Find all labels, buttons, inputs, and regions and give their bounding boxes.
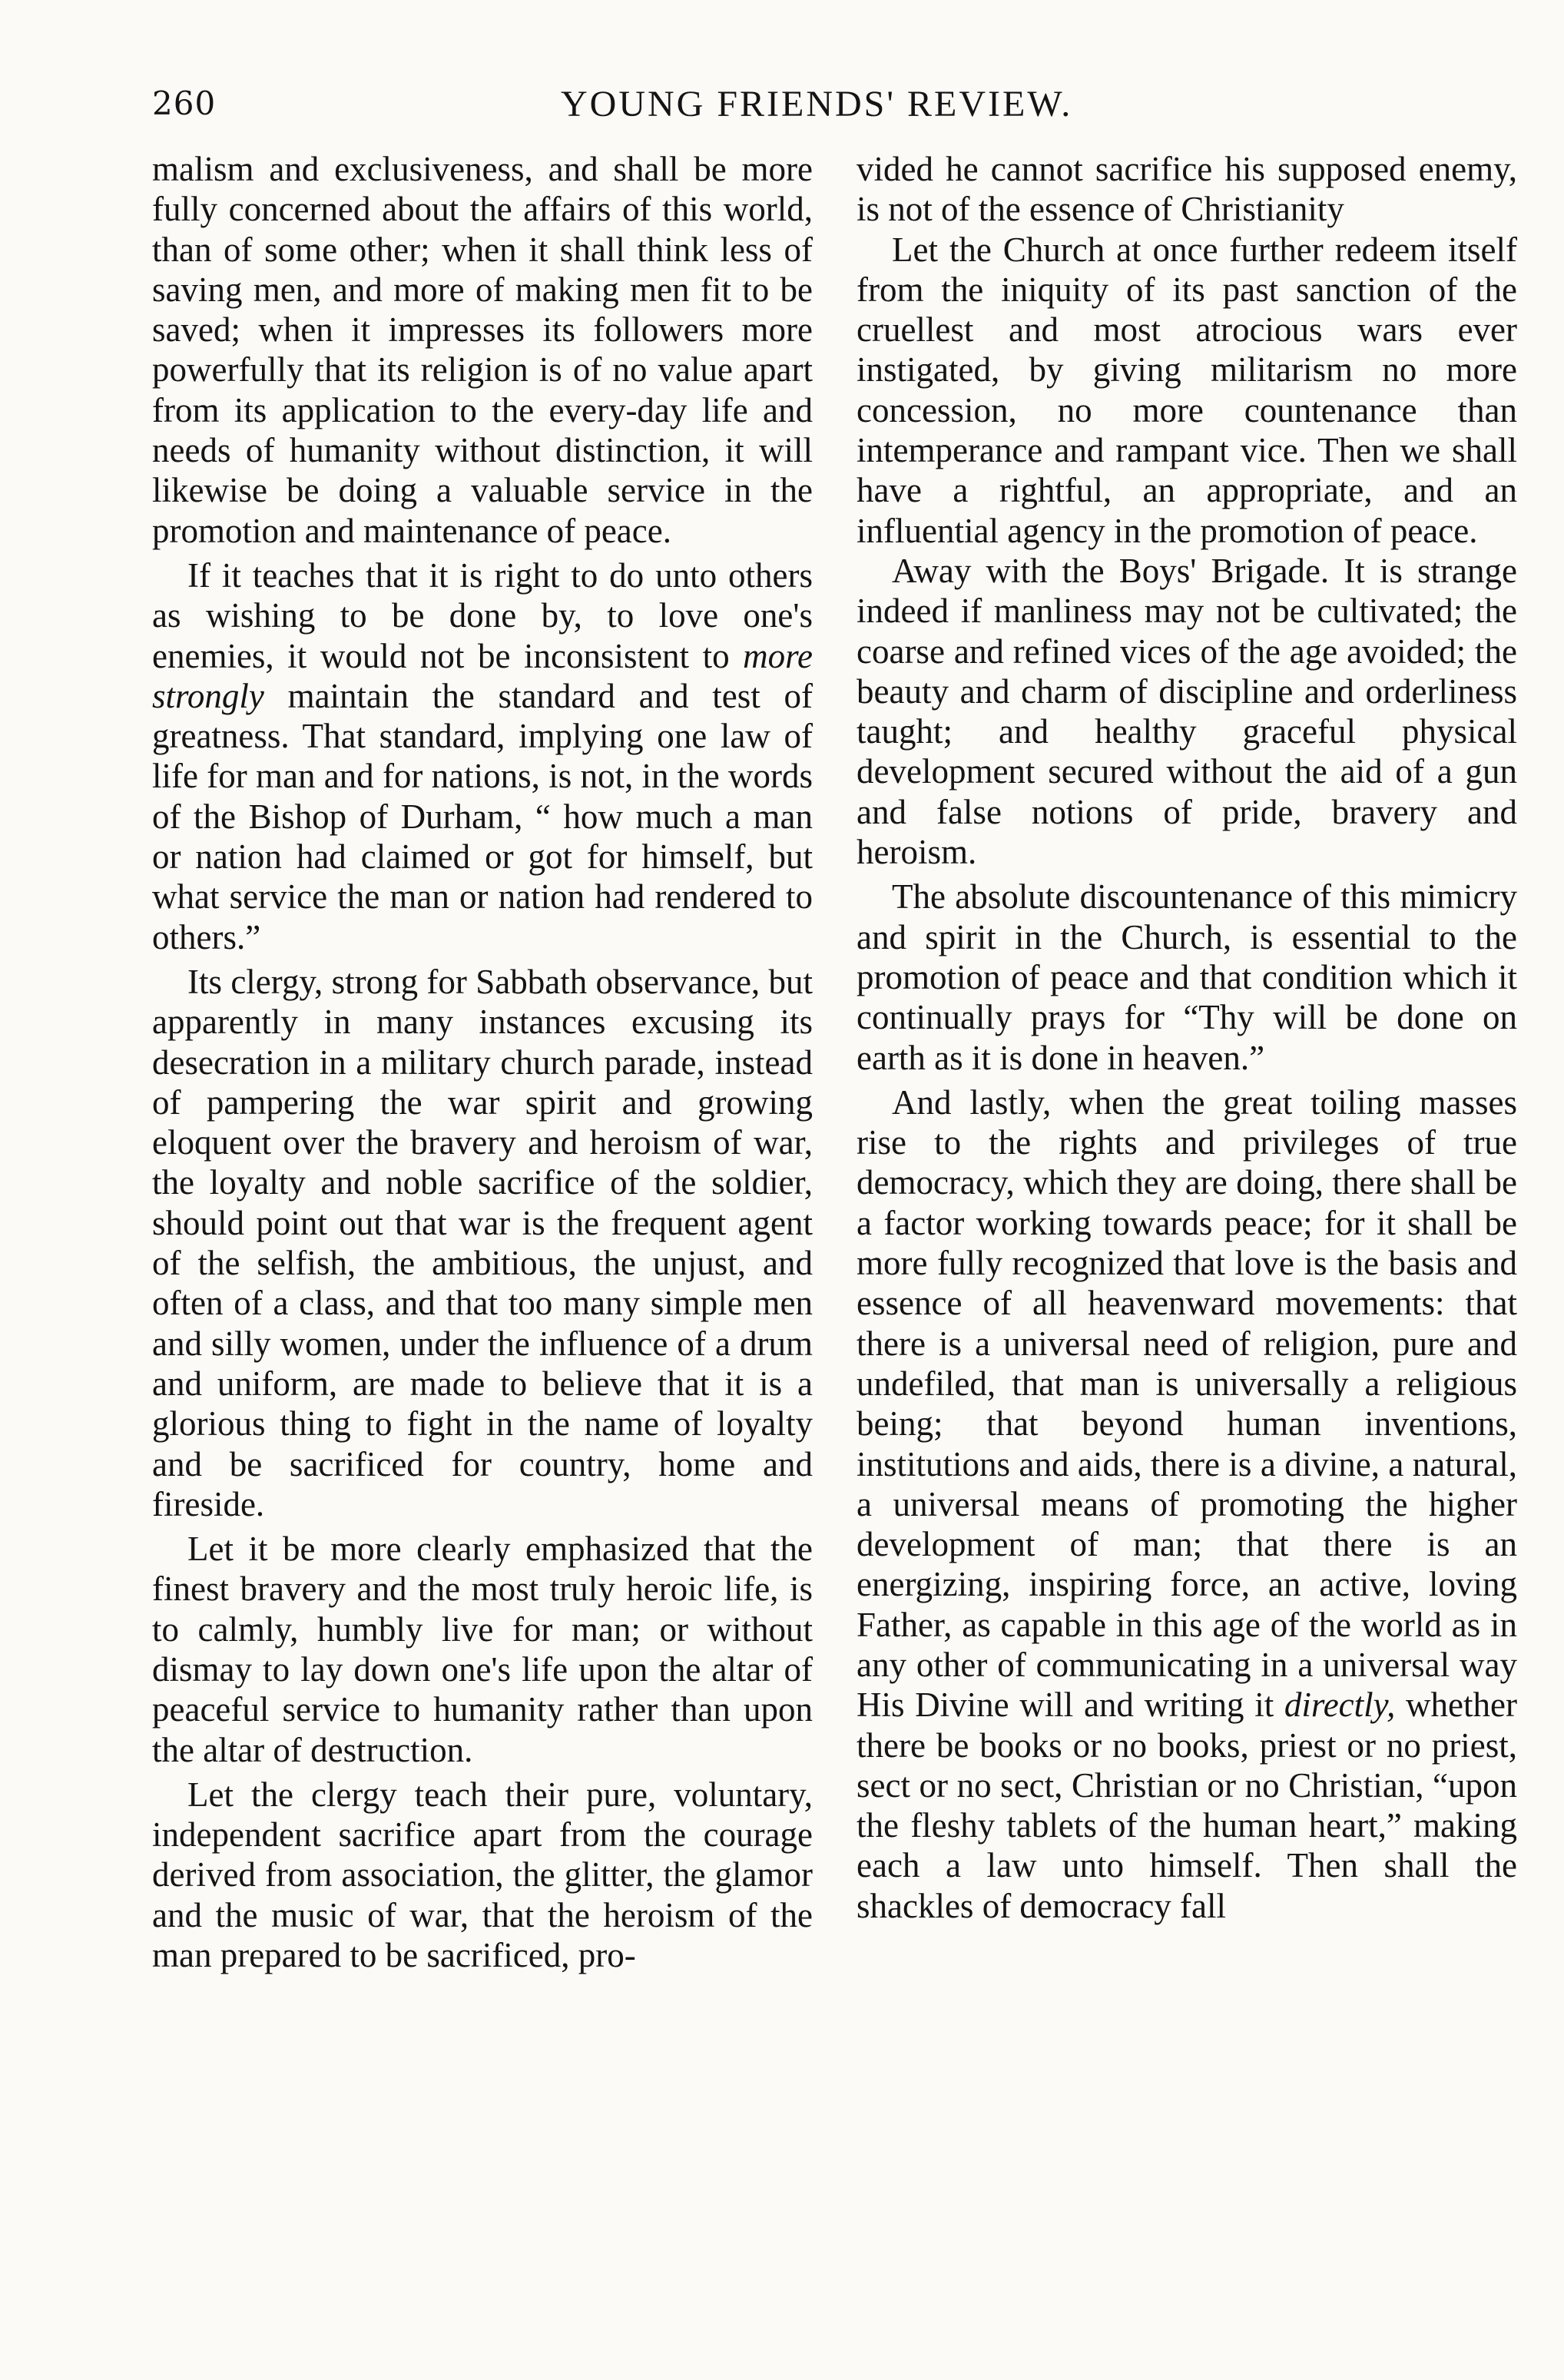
left-column [152, 149, 813, 1975]
paragraph: vided he cannot sacrifice his supposed enemy, is not of the essence of Christianity [857, 150, 1517, 229]
paragraph: Away with the Boys' Brigade. It is strange indeed if manliness may not be cultivated; the coarse and refined vices of the age avoided; the beauty and charm of discipline and orderliness taught; and healthy graceful physical development secured without the aid of a gun and false notions of pride, bravery and heroism. [857, 551, 1517, 872]
paragraph [152, 555, 813, 957]
paragraph: Let the clergy teach their pure, voluntary, independent sacrifice apart from the courage derived from association, the glitter, the glamor and the music of war, that the heroism of the man prepared to be sacrificed, pro- [152, 1775, 813, 1975]
italic-text: more strongly [152, 636, 813, 715]
paragraph-text: maintain the standard and test of greatness. That standard, implying one law of life for man and for nations, is not, in the words of the Bishop of Durham, “ how much a man or nation had claimed or got for himself, but what service the man or nation had rendered to others.” [152, 676, 813, 956]
paragraph: The absolute discountenance of this mimicry and spirit in the Church, is essential to the promotion of peace and that condition which it continually prays for “Thy will be done on earth as it is done in heaven.” [857, 877, 1517, 1077]
italic-text: directly, [1284, 1686, 1396, 1725]
paragraph: Let it be more clearly emphasized that the finest bravery and the most truly heroic life, is to calmly, humbly live for man; or without dismay to lay down one's life upon the altar of peaceful service to humanity rather than upon the altar of destruction. [152, 1530, 813, 1769]
page-number: 260 [152, 85, 217, 122]
paragraph [857, 1082, 1517, 1926]
paragraph: malism and exclusiveness, and shall be more fully concerned about the affairs of this world, than of some other; when it shall think less of saving men, and more of making men fit to be saved; when it impresses its followers more powerfully that its religion is of no value apart from its application to the every-day life and needs of humanity without distinction, it will likewise be doing a valuable service in the promotion and maintenance of peace. [152, 150, 813, 550]
journal-title: YOUNG FRIENDS' REVIEW. [561, 84, 1073, 124]
paragraph-text: If it teaches that it is right to do unto others as wishing to be done by, to love one's enemies, it would not be inconsistent to [152, 555, 813, 675]
paragraph: Let the Church at once further redeem itself from the iniquity of its past sanction of the cruellest and most atrocious wars ever instigated, by giving militarism no more concession, no more countenance than intemperance and rampant vice. Then we shall have a rightful, an appropriate, and an influential agency in the promotion of peace. [857, 230, 1517, 550]
paragraph-text: And lastly, when the great toiling masses rise to the rights and privileges of true democracy, which they are doing, there shall be a factor working towards peace; for it shall be more fully recognized that love is the basis and essence of all heavenward movements: that there is a universal need of religion, pure and undefiled, that man is universally a religious being; that beyond human inventions, institutions and aids, there is a divine, a natural, a universal means of promoting the higher development of man; that there is an energizing, inspiring force, an active, loving Father, as capable in this age of the world as in any other of communicating in a universal way His Divine will and writing it [857, 1082, 1517, 1725]
running-header [152, 77, 1458, 131]
paragraph: Its clergy, strong for Sabbath observance, but apparently in many instances excusing its desecration in a military church parade, instead of pampering the war spirit and growing eloquent over the bravery and heroism of war, the loyalty and noble sacrifice of the soldier, should point out that war is the frequent agent of the selfish, the ambitious, the unjust, and often of a class, and that too many simple men and silly women, under the influence of a drum and uniform, are made to believe that it is a glorious thing to fight in the name of loyalty and be sacrificed for country, home and fireside. [152, 962, 813, 1523]
paragraph-text: whether there be books or no books, priest or no priest, sect or no sect, Christian or no Christian, “upon the fleshy tablets of the human heart,” making each a law unto himself. Then shall the shackles of democracy fall [857, 1686, 1517, 1925]
right-column [857, 149, 1517, 1926]
